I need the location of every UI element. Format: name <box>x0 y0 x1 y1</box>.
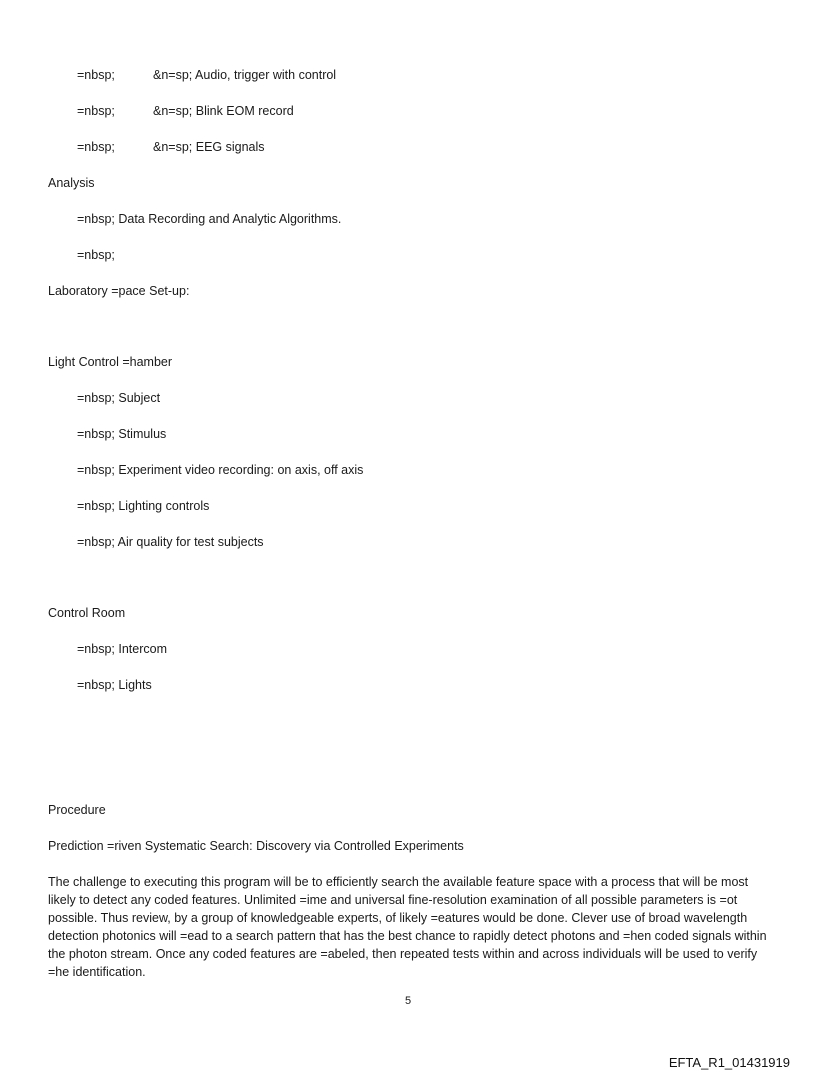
list-item: =nbsp; Experiment video recording: on axis, off axis <box>77 463 364 477</box>
control-room-heading: Control Room <box>48 606 126 620</box>
list-item: =nbsp; Data Recording and Analytic Algorithms. <box>77 212 342 226</box>
document-id: EFTA_R1_01431919 <box>668 1055 790 1070</box>
list-item: =nbsp; Lighting controls <box>77 499 210 513</box>
list-item-prefix: =nbsp; <box>77 140 115 154</box>
procedure-paragraph: The challenge to executing this program will be to efficiently search the available feature space with a process that will be most likely to detect any coded features. Unlimited =ime and universal fine-resolution examination of all possible parameters is =ot possible. Thus review, by a group of knowledgeable experts, of likely =eatures would be done. Clever use of broad wavelength detection photonics will =ead to a search pattern that has the best chance to rapidly detect photons and =hen coded signals within the photon stream. Once any coded features are =abeled, then repeated tests within and across individuals will be used to verify =he identification. <box>48 875 767 979</box>
procedure-subheading: Prediction =riven Systematic Search: Discovery via Controlled Experiments <box>48 839 464 853</box>
list-item: &n=sp; Audio, trigger with control <box>153 68 337 82</box>
list-item: =nbsp; Intercom <box>77 642 167 656</box>
page-number: 5 <box>404 995 412 1007</box>
procedure-heading: Procedure <box>48 803 106 817</box>
light-control-heading: Light Control =hamber <box>48 355 173 369</box>
list-item: =nbsp; Subject <box>77 391 161 405</box>
list-item: =nbsp; Lights <box>77 678 152 692</box>
list-item-prefix: =nbsp; <box>77 104 115 118</box>
analysis-heading: Analysis <box>48 176 95 190</box>
list-item: =nbsp; Air quality for test subjects <box>77 535 264 549</box>
list-item: &n=sp; EEG signals <box>153 140 265 154</box>
list-item: &n=sp; Blink EOM record <box>153 104 294 118</box>
list-item: =nbsp; <box>77 248 115 262</box>
list-item: =nbsp; Stimulus <box>77 427 167 441</box>
list-item-prefix: =nbsp; <box>77 68 115 82</box>
lab-heading: Laboratory =pace Set-up: <box>48 284 190 298</box>
